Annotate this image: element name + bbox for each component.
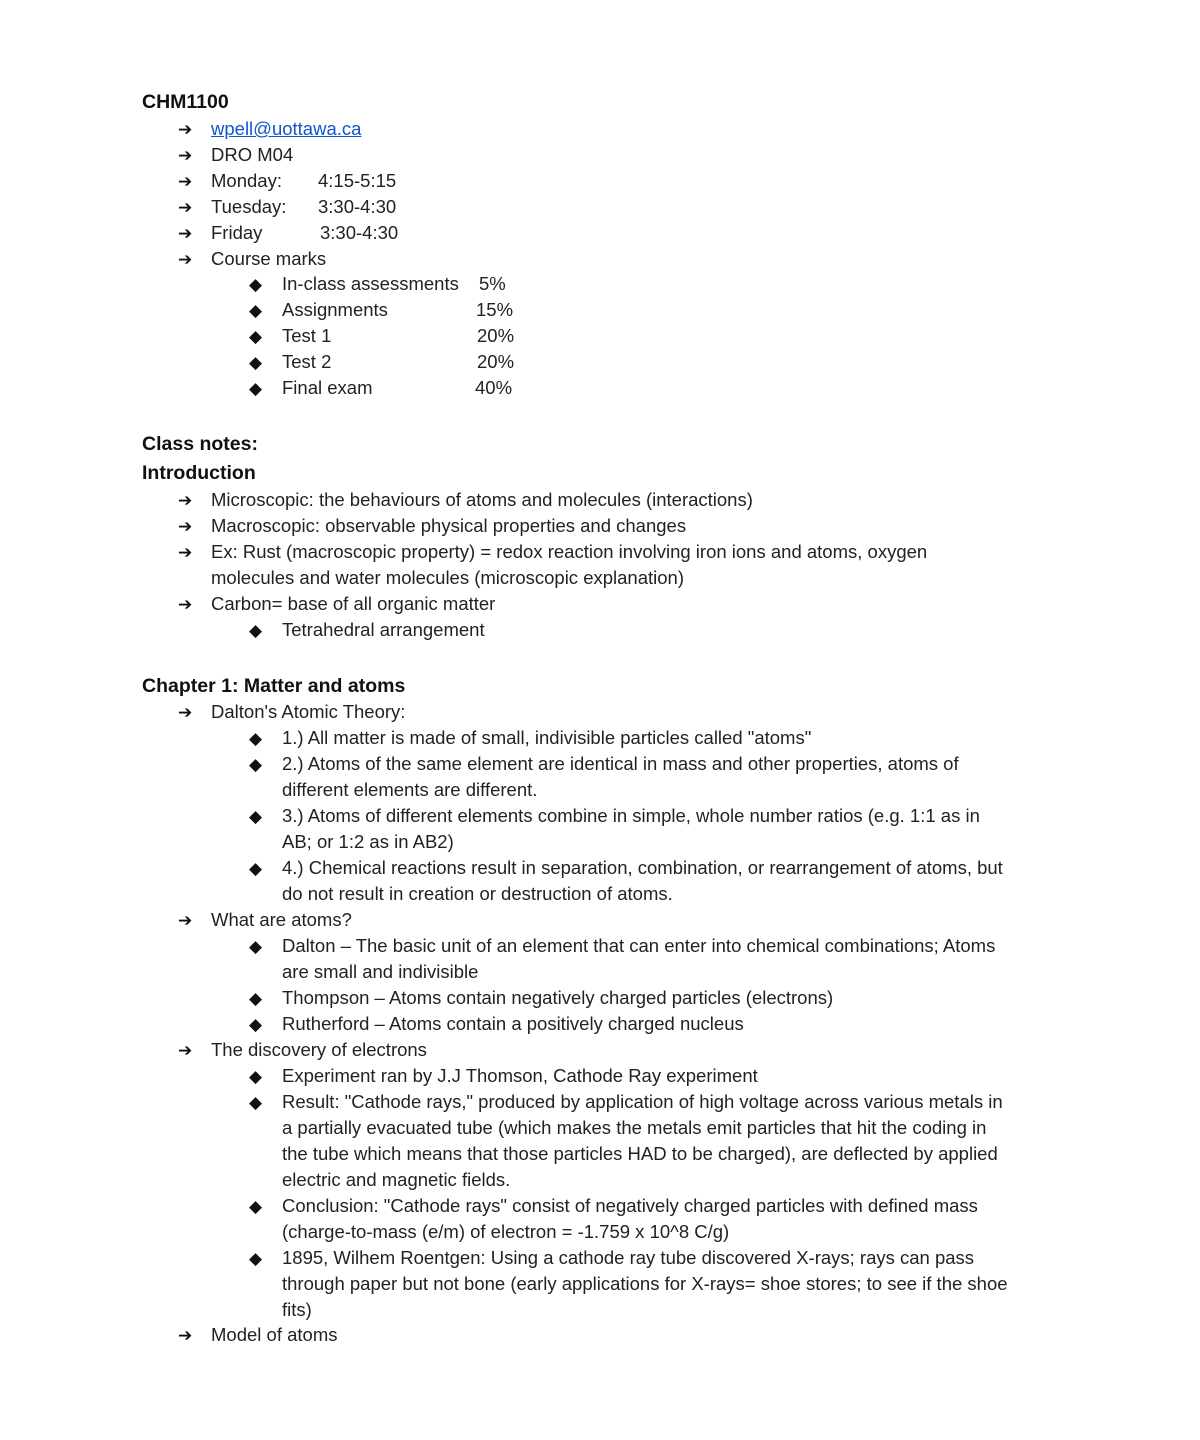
diamond-bullet-icon: ◆ [249,379,263,398]
class-notes-heading: Class notes: [142,433,258,455]
mark-item: Test 2 [282,351,332,372]
model-of-atoms-label: Model of atoms [211,1324,338,1345]
dalton-point-3-cont: AB; or 1:2 as in AB2) [282,831,454,852]
diamond-bullet-icon: ◆ [249,327,263,346]
intro-carbon: Carbon= base of all organic matter [211,593,496,614]
diamond-bullet-icon: ◆ [249,353,263,372]
dalton-point-4: 4.) Chemical reactions result in separation, combination, or rearrangement of atoms, but [282,857,1003,878]
diamond-bullet-icon: ◆ [249,1197,263,1216]
hours-time: 4:15-5:15 [318,170,397,191]
intro-example-cont: molecules and water molecules (microscopic explanation) [211,567,684,588]
diamond-bullet-icon: ◆ [249,275,263,294]
intro-macro: Macroscopic: observable physical properties and changes [211,515,687,536]
mark-pct: 20% [477,325,515,346]
electron-result-cont: electric and magnetic fields. [282,1169,511,1190]
hours-day: Tuesday: [211,196,287,217]
arrow-icon: ➔ [178,595,193,614]
email-link[interactable]: wpell@uottawa.ca [211,118,362,139]
electron-result: Result: "Cathode rays," produced by application of high voltage across various metals in [282,1091,1003,1112]
hours-time: 3:30-4:30 [318,196,397,217]
diamond-bullet-icon: ◆ [249,937,263,956]
diamond-bullet-icon: ◆ [249,621,263,640]
course-code: CHM1100 [142,91,229,113]
electron-conclusion-cont: (charge-to-mass (e/m) of electron = -1.759 x 10^8 C/g) [282,1221,730,1242]
mark-item: Test 1 [282,325,332,346]
electron-experiment: Experiment ran by J.J Thomson, Cathode Ray experiment [282,1065,758,1086]
diamond-bullet-icon: ◆ [249,859,263,878]
arrow-icon: ➔ [178,543,193,562]
hours-time: 3:30-4:30 [320,222,399,243]
atoms-rutherford: Rutherford – Atoms contain a positively charged nucleus [282,1013,744,1034]
intro-tetra: Tetrahedral arrangement [282,619,485,640]
dalton-point-2: 2.) Atoms of the same element are identical in mass and other properties, atoms of [282,753,959,774]
diamond-bullet-icon: ◆ [249,989,263,1008]
arrow-icon: ➔ [178,250,193,269]
electron-conclusion: Conclusion: "Cathode rays" consist of negatively charged particles with defined mass [282,1195,978,1216]
roentgen-note-cont: fits) [282,1299,312,1320]
dalton-point-4-cont: do not result in creation or destruction of atoms. [282,883,673,904]
arrow-icon: ➔ [178,146,193,165]
arrow-icon: ➔ [178,703,193,722]
diamond-bullet-icon: ◆ [249,729,263,748]
arrow-icon: ➔ [178,1326,193,1345]
roentgen-note-cont: through paper but not bone (early applications for X-rays= shoe stores; to see if the shoe [282,1273,1008,1294]
electron-result-cont: a partially evacuated tube (which makes the metals emit particles that hit the coding in [282,1117,987,1138]
diamond-bullet-icon: ◆ [249,1249,263,1268]
mark-item: Assignments [282,299,388,320]
dalton-point-1: 1.) All matter is made of small, indivisible particles called "atoms" [282,727,812,748]
arrow-icon: ➔ [178,198,193,217]
mark-pct: 20% [477,351,515,372]
discovery-electrons-label: The discovery of electrons [211,1039,427,1060]
arrow-icon: ➔ [178,491,193,510]
roentgen-note: 1895, Wilhem Roentgen: Using a cathode ray tube discovered X-rays; rays can pass [282,1247,975,1268]
diamond-bullet-icon: ◆ [249,1015,263,1034]
what-are-atoms-label: What are atoms? [211,909,352,930]
dalton-theory-label: Dalton's Atomic Theory: [211,701,406,722]
arrow-icon: ➔ [178,120,193,139]
marks-label: Course marks [211,248,327,269]
electron-result-cont: the tube which means that those particles HAD to be charged), are deflected by applied [282,1143,998,1164]
atoms-thompson: Thompson – Atoms contain negatively charged particles (electrons) [282,987,834,1008]
mark-item: In-class assessments [282,273,459,294]
mark-pct: 15% [476,299,514,320]
diamond-bullet-icon: ◆ [249,1067,263,1086]
arrow-icon: ➔ [178,911,193,930]
diamond-bullet-icon: ◆ [249,1093,263,1112]
diamond-bullet-icon: ◆ [249,301,263,320]
chapter1-heading: Chapter 1: Matter and atoms [142,675,406,697]
arrow-icon: ➔ [178,224,193,243]
intro-heading: Introduction [142,462,256,484]
atoms-dalton: Dalton – The basic unit of an element that can enter into chemical combinations; Atoms [282,935,996,956]
mark-pct: 5% [479,273,506,294]
dalton-point-3: 3.) Atoms of different elements combine in simple, whole number ratios (e.g. 1:1 as in [282,805,980,826]
mark-pct: 40% [475,377,513,398]
diamond-bullet-icon: ◆ [249,755,263,774]
hours-day: Friday [211,222,263,243]
atoms-dalton-cont: are small and indivisible [282,961,479,982]
intro-micro: Microscopic: the behaviours of atoms and molecules (interactions) [211,489,753,510]
intro-example: Ex: Rust (macroscopic property) = redox reaction involving iron ions and atoms, oxygen [211,541,928,562]
arrow-icon: ➔ [178,1041,193,1060]
office-text: DRO M04 [211,144,294,165]
mark-item: Final exam [282,377,373,398]
arrow-icon: ➔ [178,172,193,191]
diamond-bullet-icon: ◆ [249,807,263,826]
arrow-icon: ➔ [178,517,193,536]
hours-day: Monday: [211,170,282,191]
dalton-point-2-cont: different elements are different. [282,779,538,800]
